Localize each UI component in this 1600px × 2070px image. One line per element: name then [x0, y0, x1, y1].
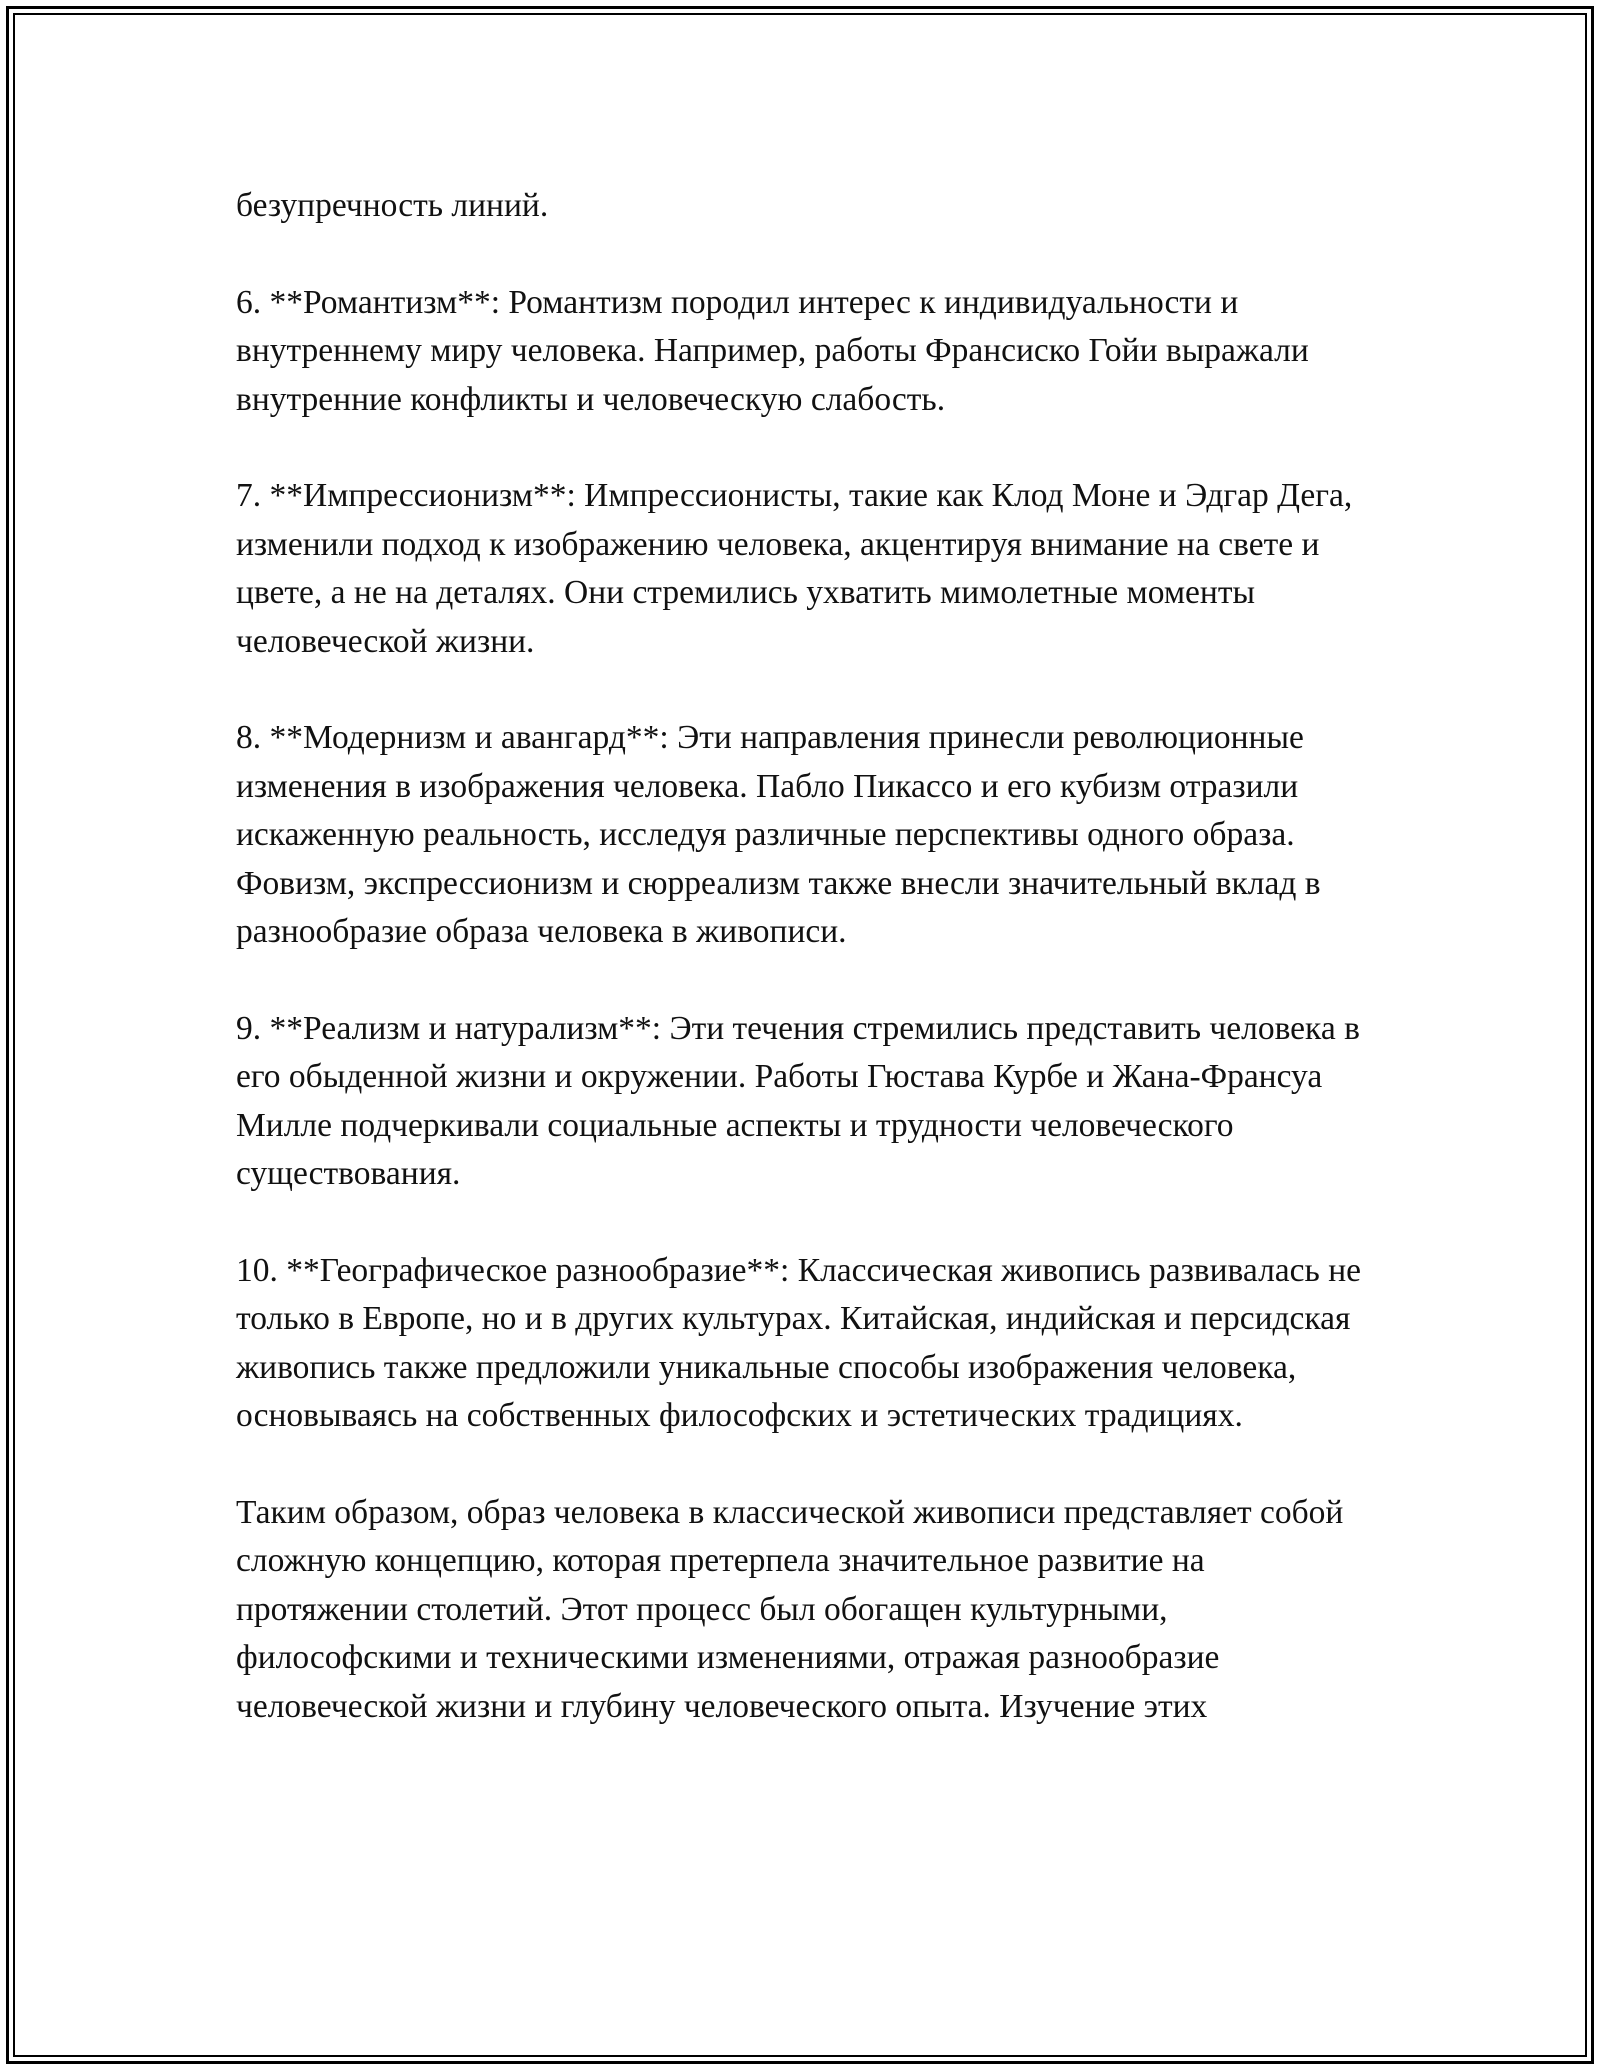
paragraph-continuation: безупречность линий.: [236, 187, 549, 224]
document-body: [236, 182, 1366, 1731]
paragraph-impressionism: 7. **Импрессионизм**: Импрессионисты, такие как Клод Моне и Эдгар Дега, изменили подход к изображению человека, акцентируя внимание на свете и цвете, а не на деталях. Они стремились ухватить мимолетные моменты человеческой жизни.: [236, 477, 1353, 660]
paragraph-modernism: 8. **Модернизм и авангард**: Эти направления принесли революционные изменения в изображения человека. Пабло Пикассо и его кубизм отразили искаженную реальность, исследуя различные перспективы одного образа. Фовизм, экспрессионизм и сюрреализм также внесли значительный вклад в разнообразие образа человека в живописи.: [236, 719, 1321, 951]
paragraph-romanticism: 6. **Романтизм**: Романтизм породил интерес к индивидуальности и внутреннему миру человека. Например, работы Франсиско Гойи выражали внутренние конфликты и человеческую слабость.: [236, 283, 1309, 418]
paragraph-conclusion: Таким образом, образ человека в классической живописи представляет собой сложную концепцию, которая претерпела значительное развитие на протяжении столетий. Этот процесс был обогащен культурными, философскими и техническими изменениями, отражая разнообразие человеческой жизни и глубину человеческого опыта. Изучение этих: [236, 1493, 1344, 1725]
paragraph-realism: 9. **Реализм и натурализм**: Эти течения стремились представить человека в его обыденной жизни и окружении. Работы Гюстава Курбе и Жана-Франсуа Милле подчеркивали социальные аспекты и трудности человеческого существования.: [236, 1009, 1360, 1193]
paragraph-geographic-diversity: 10. **Географическое разнообразие**: Классическая живопись развивалась не только в Европе, но и в других культурах. Китайская, индийская и персидская живопись также предложили уникальные способы изображения человека, основываясь на собственных философских и эстетических традициях.: [236, 1251, 1361, 1435]
